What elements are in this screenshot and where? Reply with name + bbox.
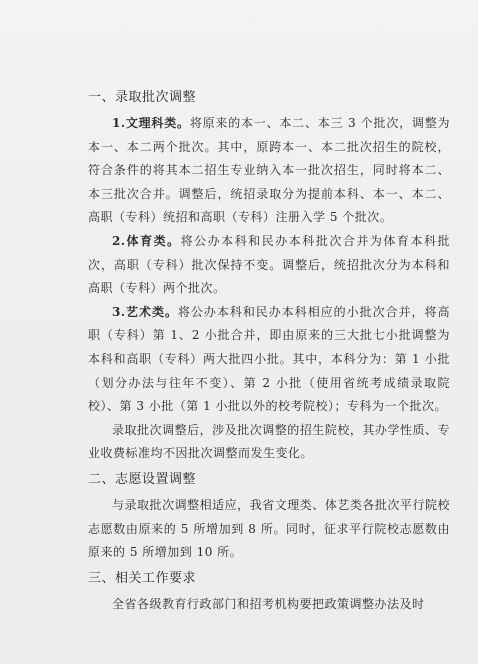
paragraph-liberal-science — [88, 112, 450, 230]
paragraph-note — [88, 419, 450, 466]
paragraph-text: 将原来的本一、本二、本三 3 个批次，调整为本一、本二两个批次。其中，原跨本一、本二批次招生的院校，符合条件的将其本二招生专业纳入本一批次招生，同时将本二、本三批次合并。调整后，统招录取分为提前本科、本一、本二、高职（专科）统招和高职（专科）注册入学 5 个批次。 — [88, 116, 451, 225]
paragraph-lead: 3.艺术类。 — [112, 304, 178, 319]
paragraph-text: 与录取批次调整相适应，我省文理类、体艺类各批次平行院校志愿数由原来的 5 所增加到 8 所。同时，征求平行院校志愿数由原来的 5 所增加到 10 所。 — [88, 497, 450, 560]
paragraph-volunteer — [88, 494, 450, 565]
paragraph-text: 录取批次调整后，涉及批次调整的招生院校，其办学性质、专业收费标准均不因批次调整而发生变化。 — [88, 422, 450, 461]
paragraph-sports — [88, 230, 450, 301]
document-body — [88, 88, 450, 616]
paragraph-text: 全省各级教育行政部门和招考机构要把政策调整办法及时 — [112, 596, 425, 611]
section-work-requirements — [88, 569, 450, 617]
paragraph-requirements — [88, 593, 450, 617]
section-heading: 二、志愿设置调整 — [88, 471, 197, 487]
section-batch-adjustment — [88, 88, 450, 466]
section-heading: 一、录取批次调整 — [88, 90, 197, 105]
section-heading: 三、相关工作要求 — [88, 570, 197, 586]
paragraph-lead: 2.体育类。 — [112, 233, 181, 248]
paragraph-arts — [88, 301, 450, 419]
paragraph-text: 将公办本科和民办本科批次合并为体育本科批次，高职（专科）批次保持不变。调整后，统招批次分为本科和高职（专科）两个批次。 — [88, 233, 450, 296]
paragraph-text: 将公办本科和民办本科相应的小批次合并，将高职（专科）第 1、2 小批合并，即由原来的三大批七小批调整为本科和高职（专科）两大批四小批。其中，本科分为：第 1 小批（划分办法与往年不变）、第 2 小批（使用省统考成绩录取院校）、第 3 小批（第 1 小批以外的校考院校）；专科为一个批次。 — [88, 304, 450, 414]
section-volunteer-setting — [88, 470, 450, 565]
paragraph-lead: 1.文理科类。 — [112, 116, 190, 130]
